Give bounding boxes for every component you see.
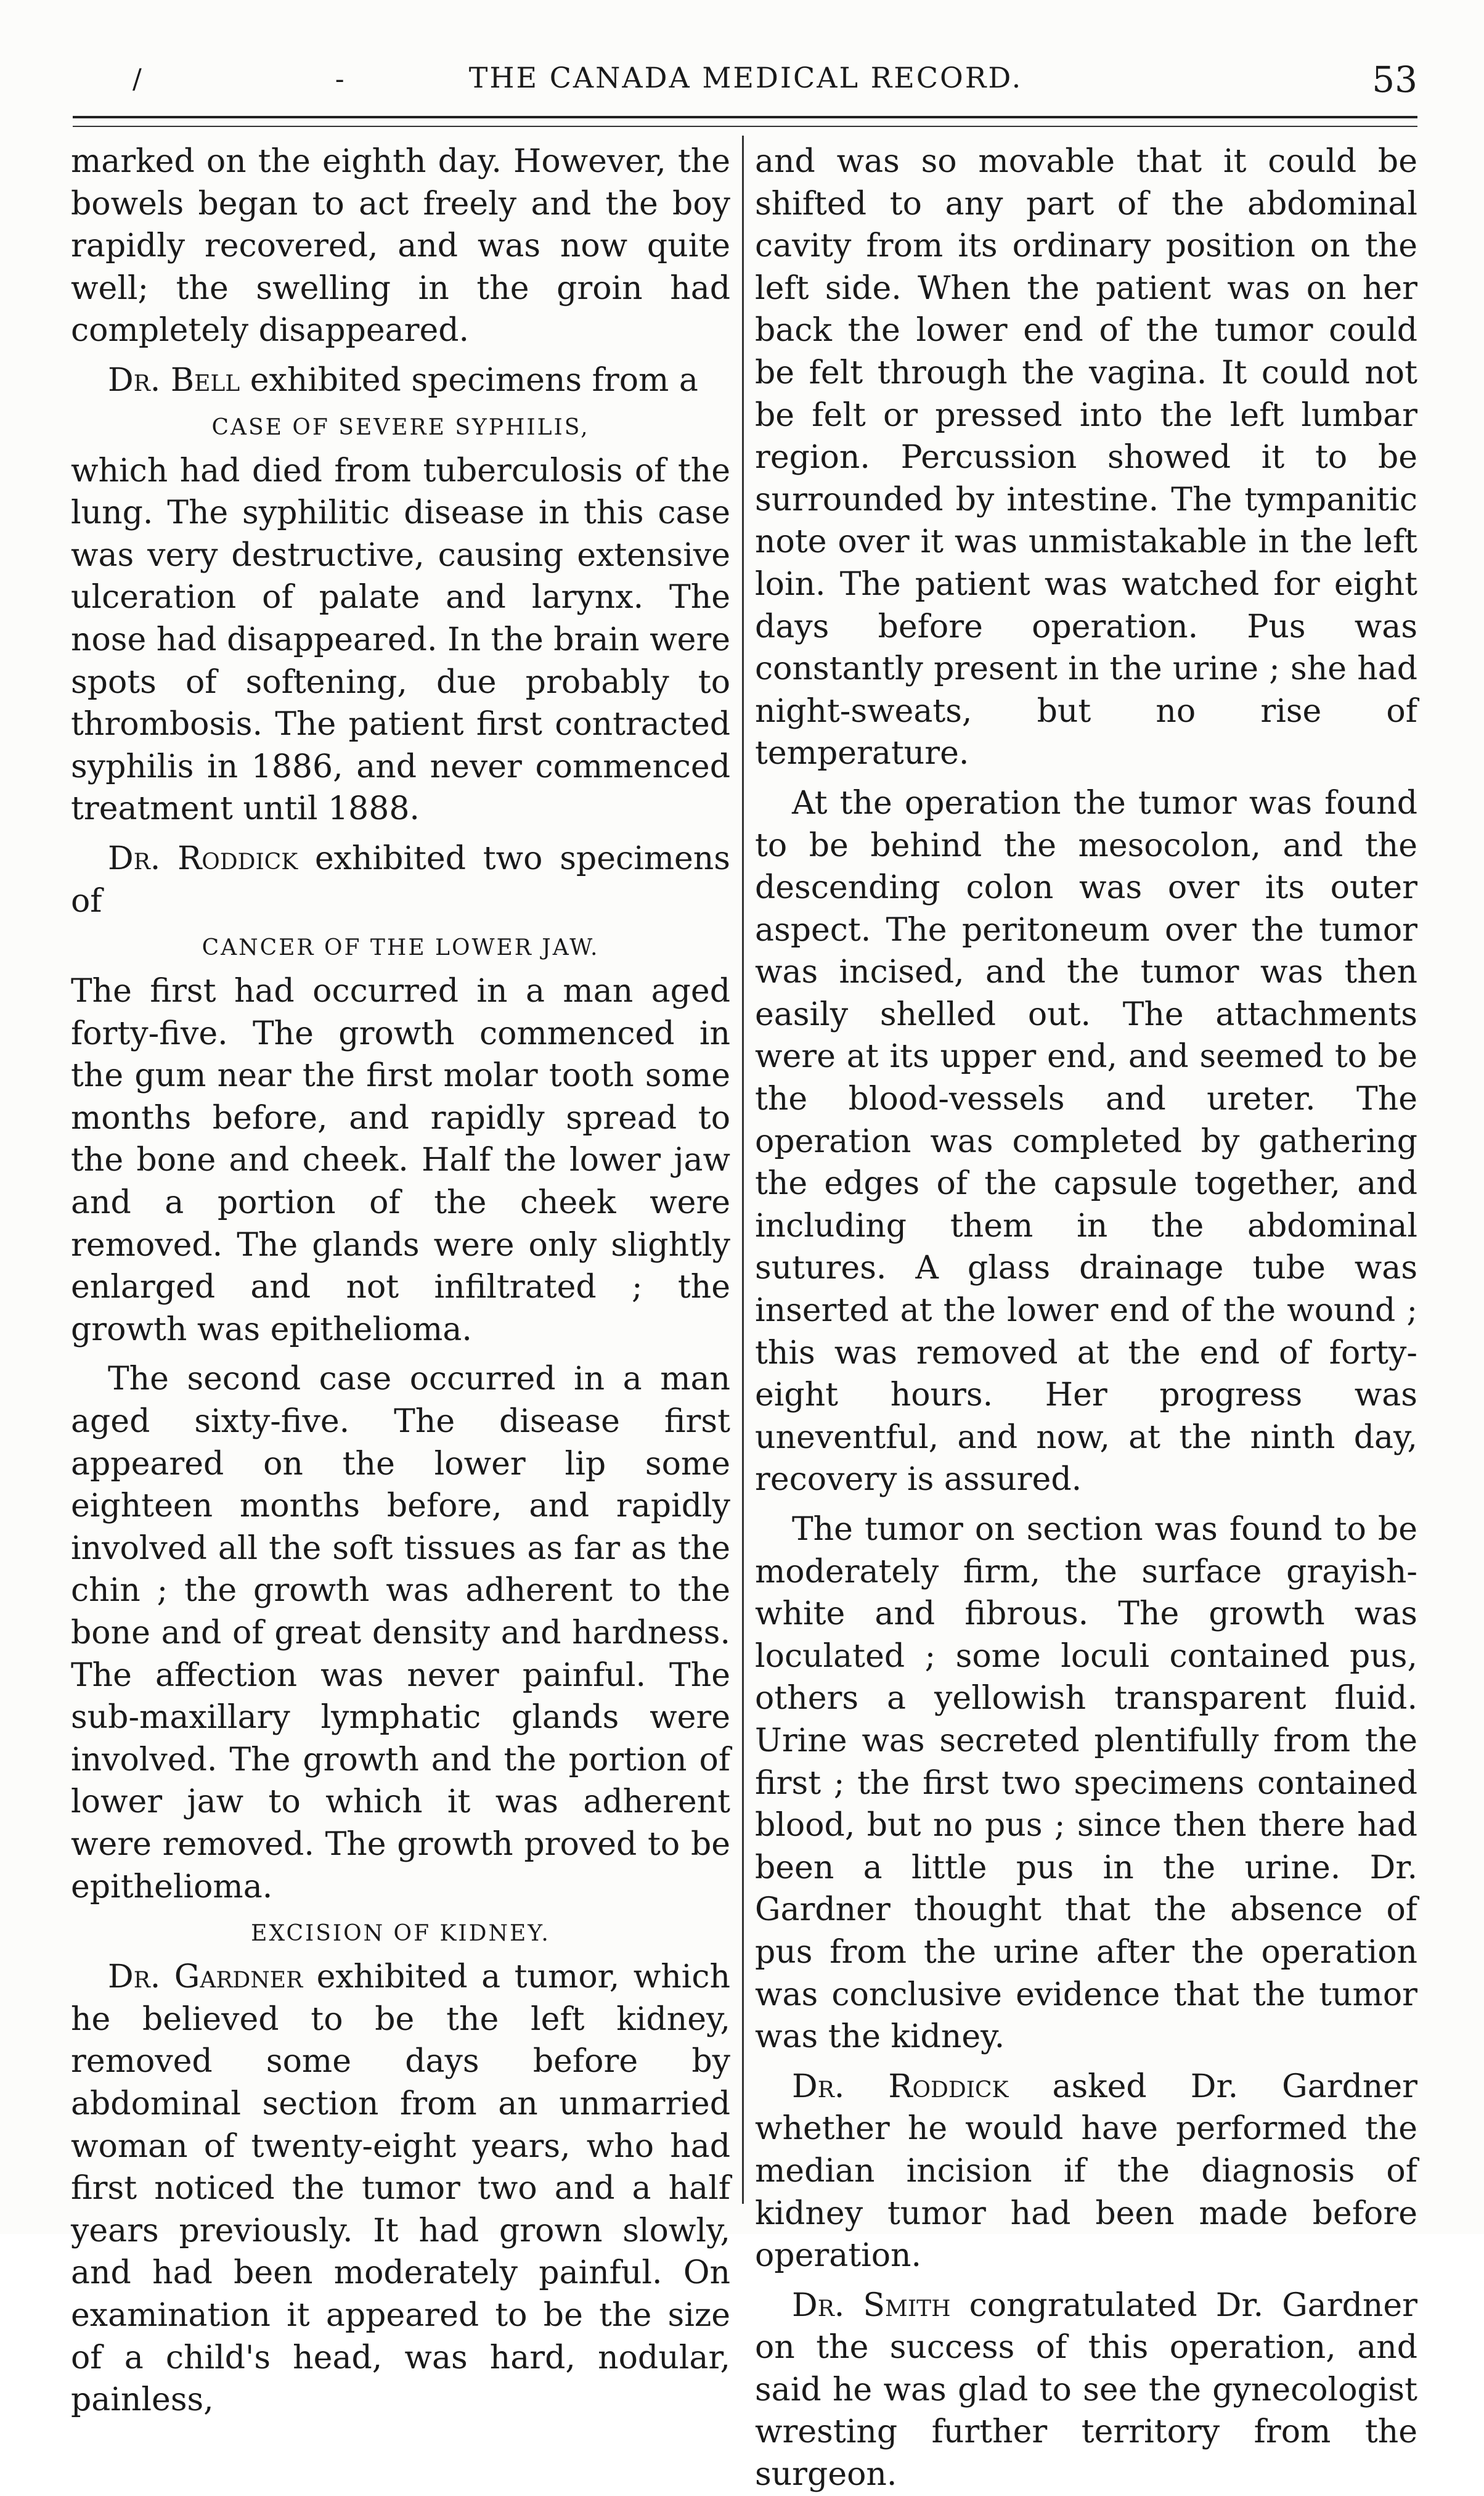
paragraph-text: exhibited specimens from a: [240, 361, 698, 399]
paragraph: and was so movable that it could be shifted to any part of the abdominal cavity from its ordinary position on the left side. When the patient was on her back the lower end of the tumor could be felt through the vagina. It could not be felt or pressed into the left lumbar region. Percussion showed it to be surrounded by intestine. The tympanitic note over it was unmistakable in the left loin. The patient was watched for eight days before operation. Pus was constantly present in the urine ; she had night-sweats, but no rise of temperature.: [755, 143, 1417, 772]
section-heading: CANCER OF THE LOWER JAW.: [202, 935, 600, 961]
header-rule: [73, 116, 1417, 118]
paragraph: [755, 2285, 1417, 2496]
paragraph-text: exhibited two specimens of: [71, 840, 730, 920]
paragraph: [71, 838, 730, 922]
paragraph-text: asked Dr. Gardner whether he would have performed the median incision if the diagnosis of kidney tumor had been made before operation.: [755, 2068, 1417, 2275]
speaker-name: Dr. Roddick: [792, 2068, 1009, 2105]
paragraph: The second case occurred in a man aged sixty-five. The disease first appeared on the lower lip some eighteen months before, and rapidly involved all the soft tissues as far as the chin ; the growth was adherent to the bone and of great density and hardness. The affection was never painful. The sub-maxillary lymphatic glands were involved. The growth and the portion of lower jaw to which it was adherent were removed. The growth proved to be epithelioma.: [71, 1361, 730, 1905]
paragraph: [71, 1956, 730, 2421]
paragraph: [71, 359, 730, 402]
paragraph-text: congratulated Dr. Gardner on the success of this operation, and said he was glad to see the gynecologist wresting further territory from the surgeon.: [755, 2286, 1417, 2494]
journal-title: THE CANADA MEDICAL RECORD.: [468, 61, 1023, 94]
left-column: [71, 141, 730, 2419]
right-column: [755, 141, 1417, 2494]
speaker-name: Dr. Roddick: [108, 840, 298, 877]
column-divider: [742, 136, 744, 2204]
paragraph: which had died from tuberculosis of the lung. The syphilitic disease in this case was very destructive, causing extensive ulceration of palate and larynx. The nose had disappeared. In the brain were spots of softening, due probably to thrombosis. The patient first contracted syphilis in 1886, and never commenced treatment until 1888.: [71, 452, 730, 828]
running-header: [74, 59, 1417, 108]
paragraph: The first had occurred in a man aged forty-five. The growth commenced in the gum near the first molar tooth some months before, and rapidly spread to the bone and cheek. Half the lower jaw and a portion of the cheek were removed. The glands were only slightly enlarged and not infiltrated ; the growth was epithelioma.: [71, 973, 730, 1348]
header-rule-secondary: [73, 126, 1417, 127]
paragraph: [755, 2066, 1417, 2277]
speaker-name: Dr. Gardner: [108, 1958, 303, 1996]
paragraph-text: exhibited a tumor, which he believed to be the left kidney, removed some days before by abdominal section from an unmarried woman of twenty-eight years, who had first noticed the tumor two and a half years previously. It had grown slowly, and had been moderately painful. On examination it appeared to be the size of a child's head, was hard, nodular, painless,: [71, 1958, 730, 2419]
speaker-name: Dr. Smith: [792, 2286, 951, 2324]
page-number: 53: [1372, 59, 1417, 100]
paragraph: The tumor on section was found to be moderately firm, the surface grayish-white and fibrous. The growth was loculated ; some loculi contained pus, others a yellowish transparent fluid. Urine was secreted plentifully from the first ; the first two specimens contained blood, but no pus ; since then there had been a little pus in the urine. Dr. Gardner thought that the absence of pus from the urine after the operation was conclusive evidence that the tumor was the kidney.: [755, 1511, 1417, 2056]
header-marks: / -: [132, 63, 437, 95]
section-heading: EXCISION OF KIDNEY.: [251, 1921, 550, 1947]
section-heading: CASE OF SEVERE SYPHILIS,: [211, 414, 590, 440]
paragraph: At the operation the tumor was found to be behind the mesocolon, and the descending colon was over its outer aspect. The peritoneum over the tumor was incised, and the tumor was then easily shelled out. The attachments were at its upper end, and seemed to be the blood-vessels and ureter. The operation was completed by gathering the edges of the capsule together, and including them in the abdominal sutures. A glass drainage tube was inserted at the lower end of the wound ; this was removed at the end of forty-eight hours. Her progress was uneventful, and now, at the ninth day, recovery is assured.: [755, 784, 1417, 1499]
paragraph: marked on the eighth day. However, the bowels began to act freely and the boy rapidly recovered, and was now quite well; the swelling in the groin had completely disappeared.: [71, 143, 730, 350]
speaker-name: Dr. Bell: [108, 361, 240, 399]
